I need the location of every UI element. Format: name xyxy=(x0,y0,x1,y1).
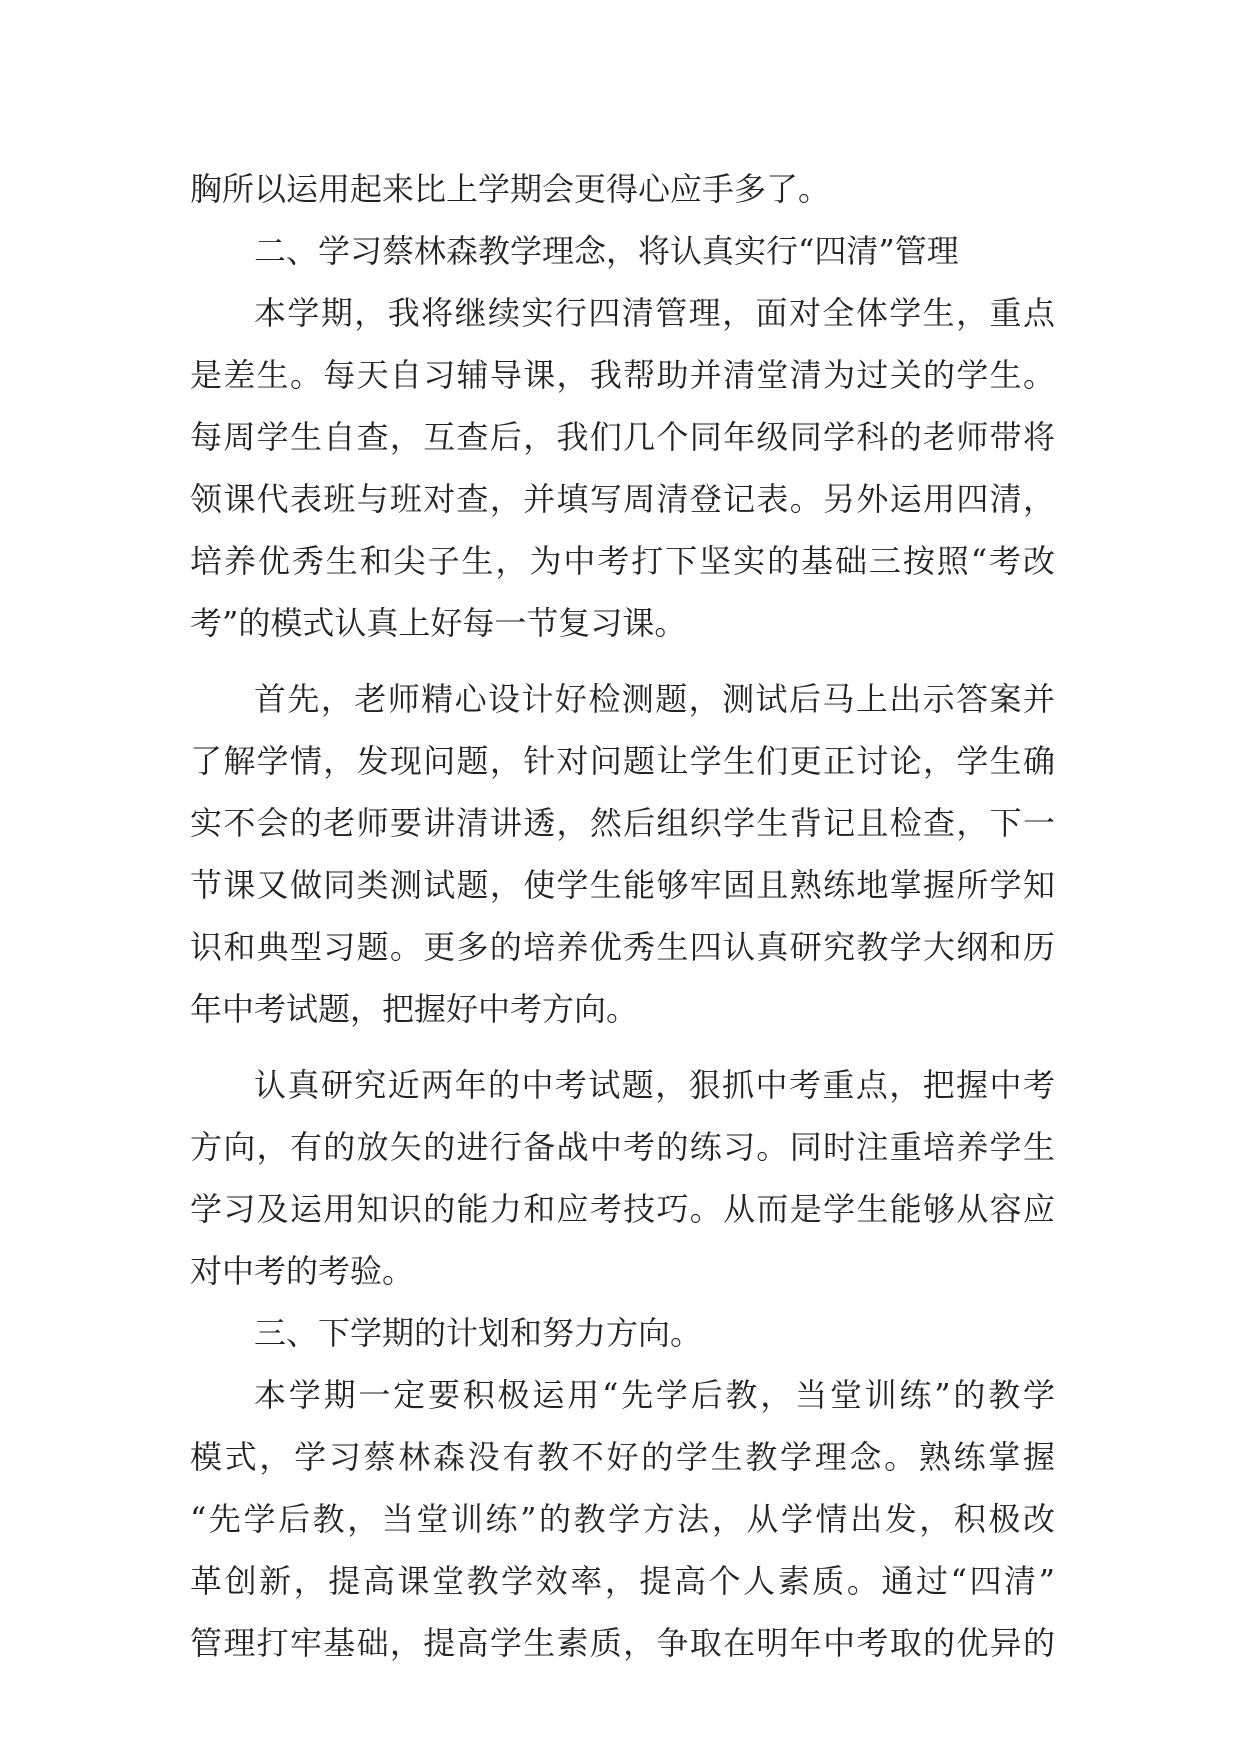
text-line: 节课又做同类测试题，使学生能够牢固且熟练地掌握所学知 xyxy=(190,866,1055,904)
text-line: 对中考的考验。 xyxy=(190,1252,415,1290)
text-line: 是差生。每天自习辅导课，我帮助并清堂清为过关的学生。 xyxy=(190,356,1055,394)
text-line: 学习及运用知识的能力和应考技巧。从而是学生能够从容应 xyxy=(190,1190,1055,1228)
text-line: 年中考试题，把握好中考方向。 xyxy=(190,990,639,1028)
text-line: 了解学情，发现问题，针对问题让学生们更正讨论，学生确 xyxy=(190,742,1055,780)
section-heading: 二、学习蔡林森教学理念，将认真实行“四清”管理 xyxy=(254,232,959,270)
section-heading: 三、下学期的计划和努力方向。 xyxy=(254,1314,703,1352)
text-line: 考”的模式认真上好每一节复习课。 xyxy=(190,604,687,642)
text-line: 首先，老师精心设计好检测题，测试后马上出示答案并 xyxy=(254,680,1055,718)
text-line: “先学后教，当堂训练”的教学方法，从学情出发，积极改 xyxy=(190,1500,1055,1538)
text-line: 模式，学习蔡林森没有教不好的学生教学理念。熟练掌握 xyxy=(190,1438,1055,1476)
text-line: 实不会的老师要讲清讲透，然后组织学生背记且检查，下一 xyxy=(190,804,1055,842)
text-line: 培养优秀生和尖子生，为中考打下坚实的基础三按照“考改 xyxy=(190,542,1055,580)
text-line: 本学期一定要积极运用“先学后教，当堂训练”的教学 xyxy=(254,1376,1055,1414)
text-line: 识和典型习题。更多的培养优秀生四认真研究教学大纲和历 xyxy=(190,928,1055,966)
text-line: 本学期，我将继续实行四清管理，面对全体学生，重点 xyxy=(254,294,1055,332)
text-line: 每周学生自查，互查后，我们几个同年级同学科的老师带将 xyxy=(190,418,1055,456)
text-line: 领课代表班与班对查，并填写周清登记表。另外运用四清， xyxy=(190,480,1055,518)
text-line: 认真研究近两年的中考试题，狠抓中考重点，把握中考 xyxy=(254,1066,1055,1104)
text-line: 方向，有的放矢的进行备战中考的练习。同时注重培养学生 xyxy=(190,1128,1055,1166)
text-line: 革创新，提高课堂教学效率，提高个人素质。通过“四清” xyxy=(190,1562,1055,1600)
body-text xyxy=(190,158,1055,1674)
text-line: 管理打牢基础，提高学生素质，争取在明年中考取的优异的 xyxy=(190,1624,1055,1662)
text-line: 胸所以运用起来比上学期会更得心应手多了。 xyxy=(190,170,831,208)
